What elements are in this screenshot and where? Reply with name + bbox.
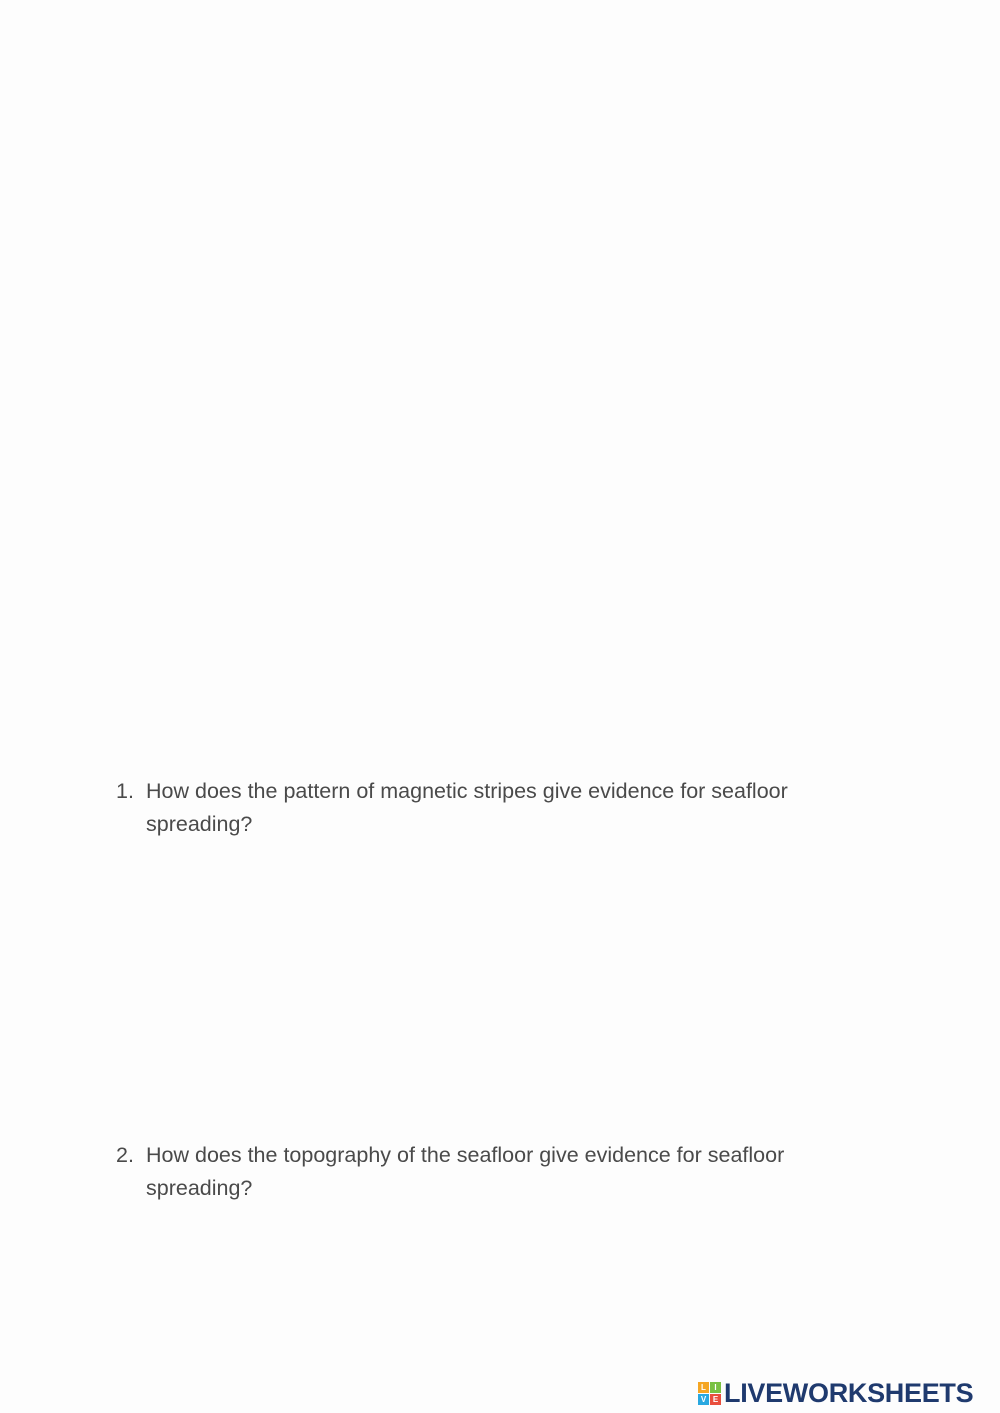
question-number: 1. [116,779,134,803]
logo-mark-tile: V [698,1394,709,1405]
logo-mark-tile: I [710,1382,721,1393]
liveworksheets-logo [698,1378,973,1408]
logo-text: LIVEWORKSHEETS [724,1377,974,1408]
logo-mark-icon [698,1382,721,1405]
question-text: How does the topography of the seafloor give evidence for seafloor spreading? [146,1143,785,1200]
logo-mark-tile: L [698,1382,709,1393]
question-number: 2. [116,1143,134,1167]
question-1 [116,775,856,841]
question-2 [116,1139,856,1205]
question-text: How does the pattern of magnetic stripes give evidence for seafloor spreading? [146,779,788,836]
logo-mark-tile: E [710,1394,721,1405]
